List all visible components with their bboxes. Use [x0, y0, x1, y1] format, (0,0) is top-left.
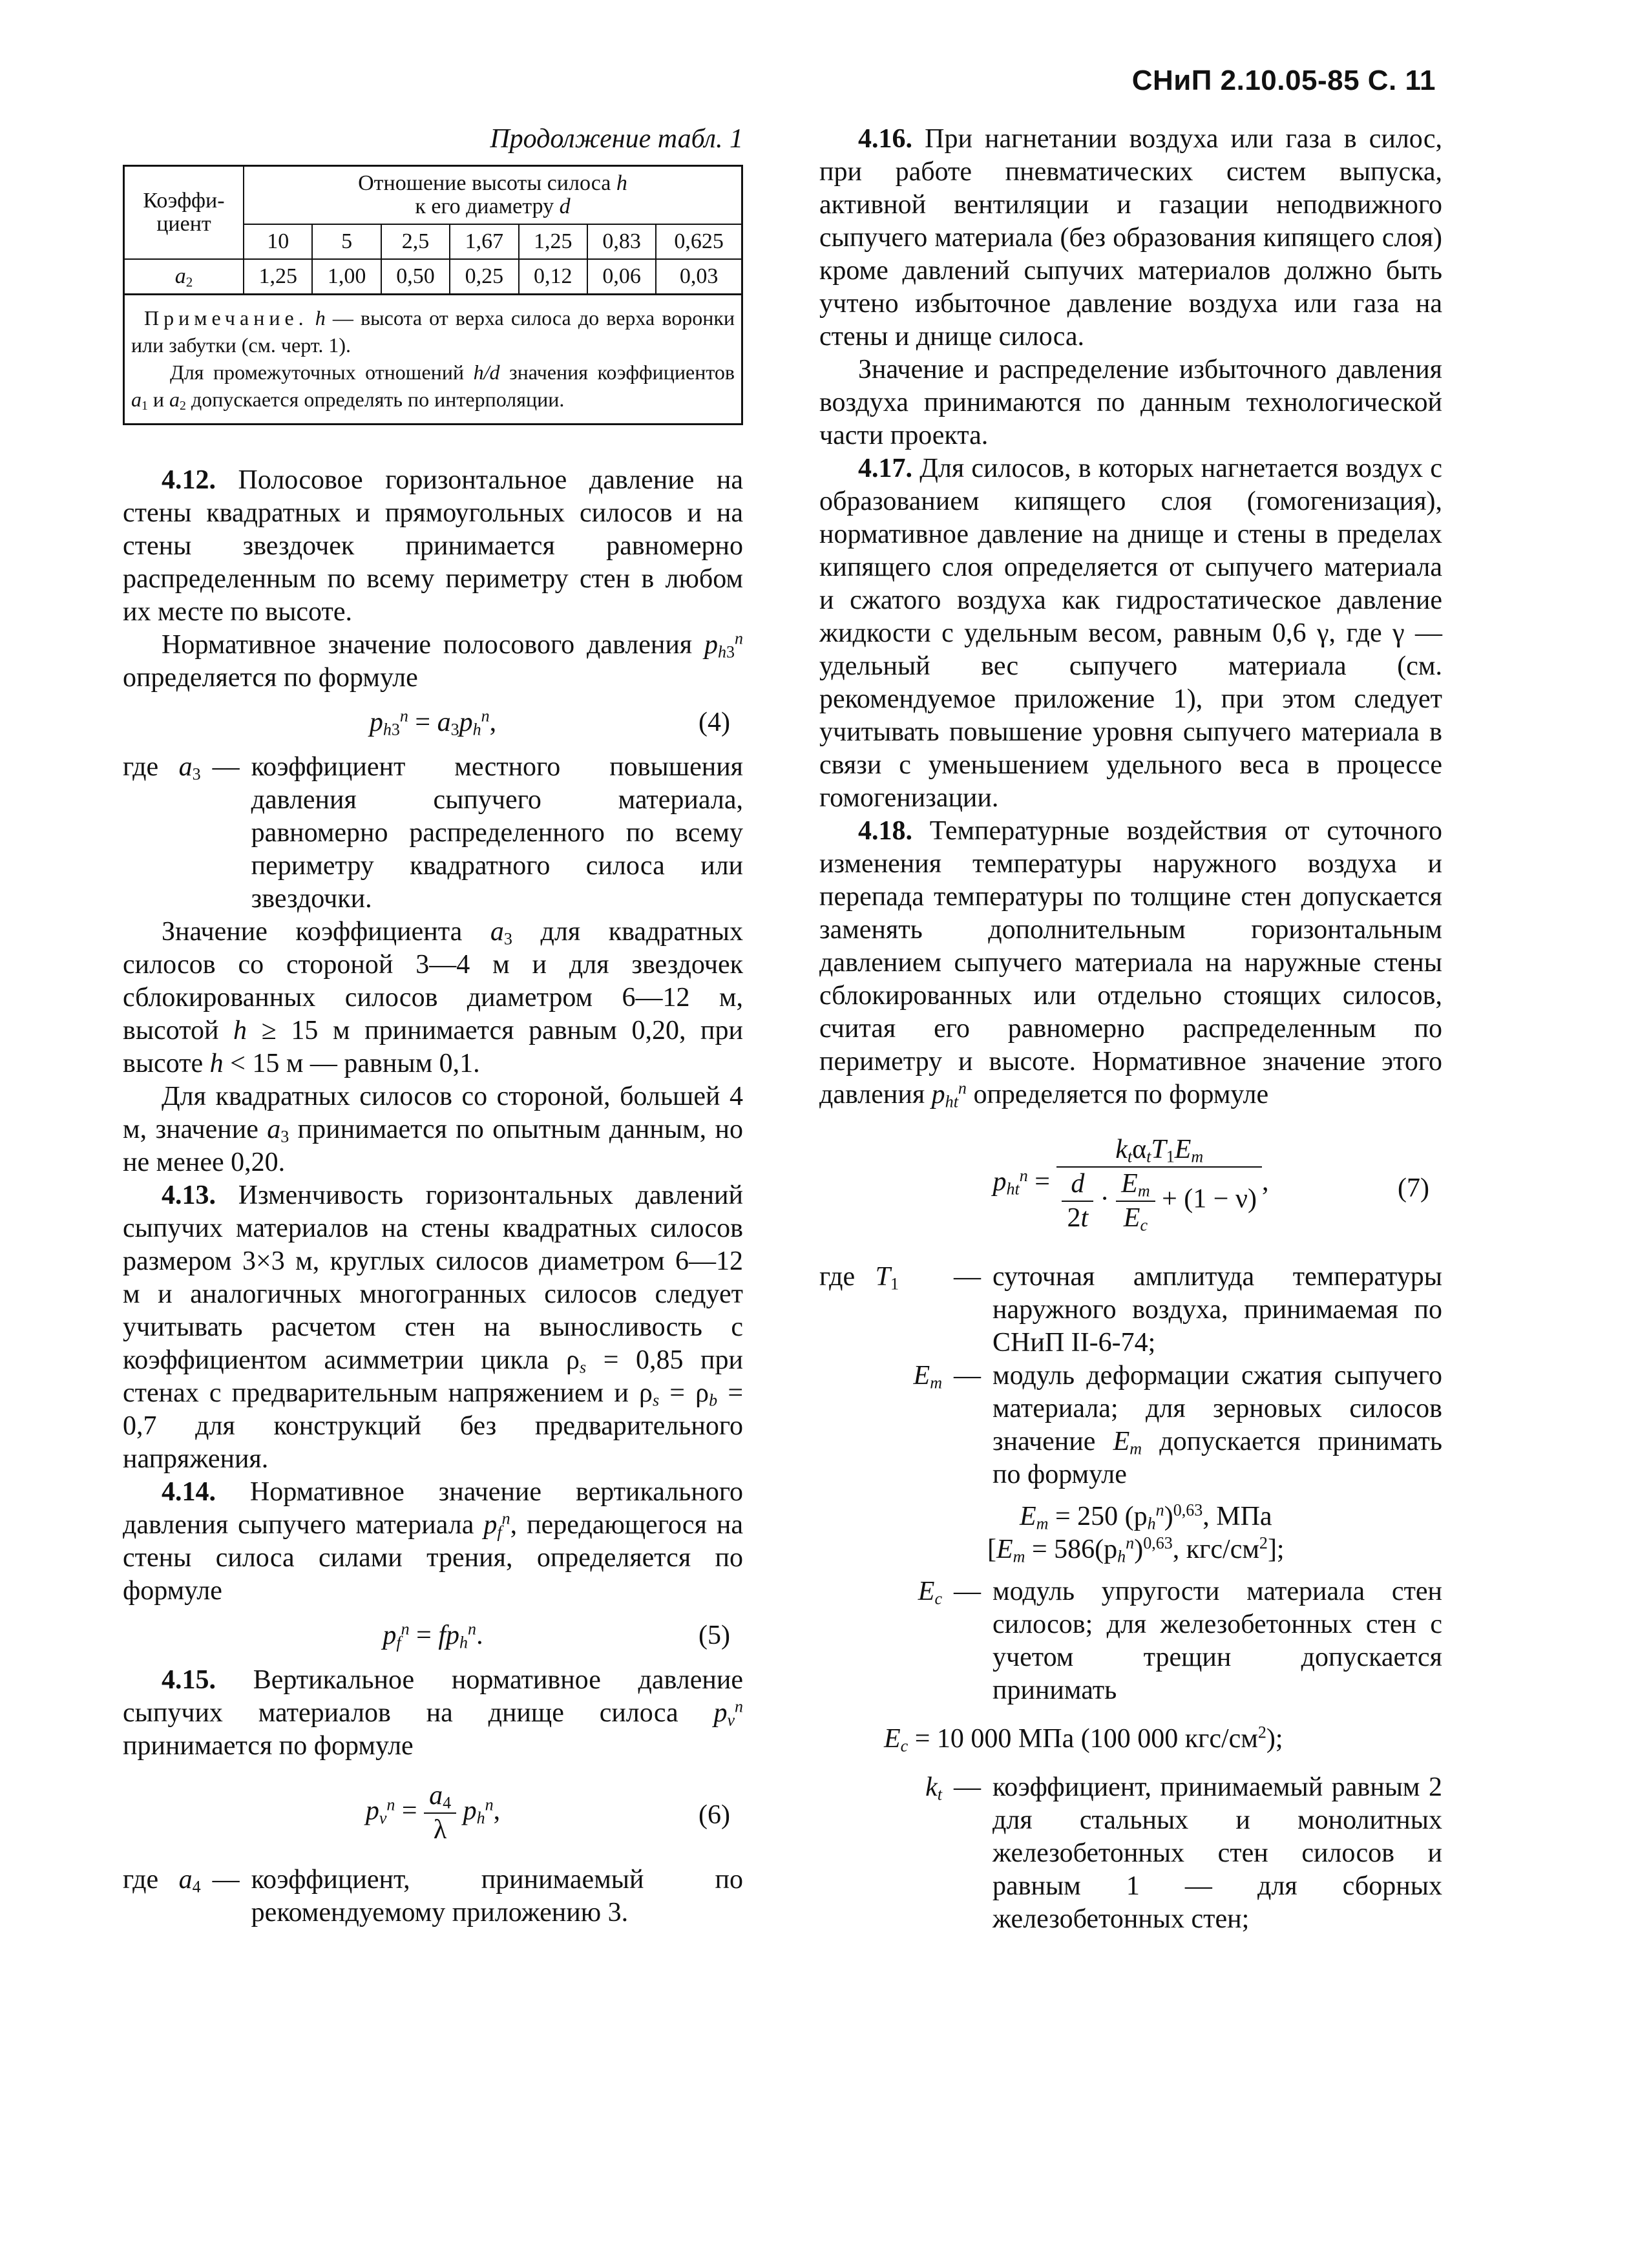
table-cell: 0,625 [656, 224, 742, 259]
definition-T1: где $T_1$ — суточная амплитуда температуры наружного воздуха, принимаемая по СНиП II-6-74; [819, 1262, 1442, 1358]
formula-5: $p_f^n = fp_h^n$. (5) [383, 1619, 730, 1652]
table-cell: 0,25 [450, 259, 518, 295]
right-column [819, 123, 1442, 1936]
formula-4: $p_{h3}^n = a_3p_h^n$, (4) [369, 706, 730, 739]
formula-Ec: $E_c = 10$ 000 МПа (100 000 кгс/$см^2$); [884, 1723, 1283, 1756]
table-cell: 1,67 [450, 224, 518, 259]
definition-Em: $E_m$ — модуль деформации сжатия сыпучего материала; для зерновых силосов значение $E_m$ допускается принимать по формуле [913, 1361, 1442, 1489]
table-cell: 1,00 [312, 259, 381, 295]
left-column [123, 123, 743, 1929]
definition-a4: где $a_4$ — коэффициент, принимаемый по рекомендуемому приложению 3. [123, 1865, 743, 1927]
paragraph: Для квадратных силосов со стороной, большей 4 м, значение $a_3$ принимается по опытным данным, но не менее 0,20. [123, 1082, 744, 1177]
table-note: Примечание. h — высота от верха силоса до верха воронки или забутки (см. черт. 1). Для промежуточных отношений h/d значения коэффициентов $a_1$ и $a_2$ допускается определять по интерполяции. [123, 295, 743, 425]
running-head: СНиП 2.10.05-85 С. 11 [1131, 65, 1436, 96]
table-cell: 0,06 [587, 259, 656, 295]
table-cell: 1,25 [244, 259, 312, 295]
table-cell: 0,83 [587, 224, 656, 259]
section-4-17: 4.17. Для силосов, в которых нагнетается воздух с образованием кипящего слоя (гомогенизация), нормативное давление на днище и стены в пределах кипящего слоя определяется от сыпучего материала и сжатого воздуха как гидростатическое давление жидкости с удельным весом, равным 0,6 γ, где γ — удельный вес сыпучего материала (см. рекомендуемое приложение 1), при этом следует учитывать повышение уровня сыпучего материала в связи с уменьшением удельного веса в процессе гомогенизации. [819, 454, 1443, 813]
table-cell: 0,12 [519, 259, 587, 295]
definition-kt: $k_t$ — коэффициент, принимаемый равным 2 для стальных и монолитных железобетонных стен силосов и равным 1 — для сборных железобетонных стен; [925, 1772, 1442, 1934]
formula-Em: $E_m = 250$ $(p_h^n)^{0,63}$, МПа [$E_m = 586(p_h^n)^{0,63}$, кгс/$см^2$]; [987, 1500, 1285, 1566]
section-4-15: 4.15. Вертикальное нормативное давление сыпучих материалов на днище силоса $p_v^n$ принимается по формуле [123, 1665, 744, 1761]
section-4-18: 4.18. Температурные воздействия от суточного изменения температуры наружного воздуха и перепада температуры по толщине стен допускается заменять дополнительным горизонтальным давлением сыпучего материала на наружные стены сблокированных или отдельно стоящих силосов, считая его равномерно распределенным по периметру и высоте. Нормативное значение этого давления $p_{ht}^n$ определяется по формуле [819, 816, 1442, 1111]
table-col-header: Коэффи- циент [124, 166, 244, 260]
table-row-label: $a_2$ [124, 259, 244, 295]
section-4-13: 4.13. Изменчивость горизонтальных давлений сыпучих материалов на стены квадратных силосов размером 3×3 м, круглых силосов диаметром 6—12 м и аналогичных многогранных силосов следует учитывать расчетом стен на выносливость с коэффициентом асимметрии цикла $\rho_s = 0,85$ при стенах с предварительным напряжением и $\rho_s = \rho_b = 0,7$ для конструкций без предварительного напряжения. [123, 1181, 744, 1474]
table-cell: 2,5 [381, 224, 450, 259]
table-cell: 5 [312, 224, 381, 259]
section-4-16: 4.16. При нагнетании воздуха или газа в силос, при работе пневматических систем выпуска, активной вентиляции и газации неподвижного сыпучего материала (без образования кипящего слоя) кроме давлений сыпучих материалов должно быть учтено избыточное давление воздуха или газа на стены и днище силоса. [819, 124, 1442, 352]
coefficient-table [123, 165, 743, 295]
section-4-14: 4.14. Нормативное значение вертикального давления сыпучего материала $p_f^n$, передающегося на стены силоса силами трения, определяется по формуле [123, 1477, 744, 1606]
table-cell: 0,03 [656, 259, 742, 295]
section-4-12: 4.12. Полосовое горизонтальное давление на стены квадратных и прямоугольных силосов и на стены звездочек принимается равномерно распределенным по всему периметру стен в любом их месте по высоте. [123, 465, 743, 627]
definition-a3: где $a_3$ — коэффициент местного повышения давления сыпучего материала, равномерно распределенного по всему периметру квадратного силоса или звездочки. [123, 752, 743, 914]
paragraph: Значение коэффициента $a_3$ для квадратных силосов со стороной 3—4 м и для звездочек сблокированных силосов диаметром 6—12 м, высотой h ≥ 15 м принимается равным 0,20, при высоте h < 15 м — равным 0,1. [123, 917, 744, 1078]
paragraph: Значение и распределение избыточного давления воздуха принимаются по данным технологической части проекта. [819, 355, 1442, 450]
table-caption: Продолжение табл. 1 [490, 124, 743, 154]
definition-Ec: $E_c$ — модуль упругости материала стен силосов; для железобетонных стен с учетом трещин допускается принимать [918, 1577, 1442, 1705]
table-group-header: Отношение высоты силоса h к его диаметру d [244, 166, 742, 225]
table-cell: 10 [244, 224, 312, 259]
table-cell: 1,25 [519, 224, 587, 259]
table-cell: 0,50 [381, 259, 450, 295]
table-row [124, 259, 742, 295]
formula-7: $p_{ht}^n$ = $k_t\alpha_tT_1E_m$ $\frac{d}{2t}$ · $\frac{E_m}{E_c}$ + (1 − ν) , (7) [993, 1135, 1429, 1235]
formula-6: $p_v^n$ = $\frac{a_4}{\lambda}$ $p_h^n$, (6) [365, 1781, 730, 1845]
paragraph: Нормативное значение полосового давления $p_{h3}^n$ определяется по формуле [123, 629, 743, 693]
